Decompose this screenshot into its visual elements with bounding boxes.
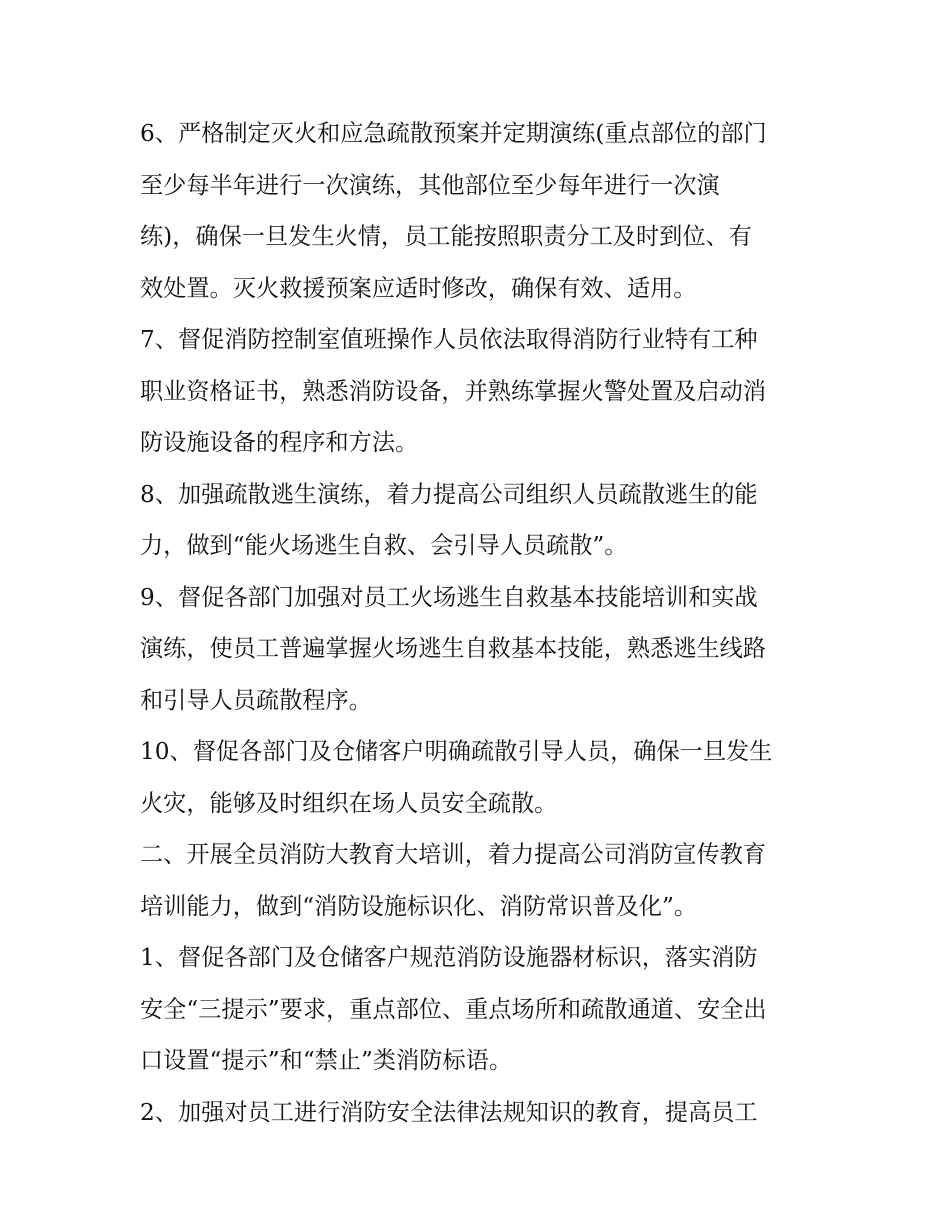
text-line: 职业资格证书，熟悉消防设备，并熟练掌握火警处置及启动消 [140,377,767,405]
text-line: 练)，确保一旦发生火情，员工能按照职责分工及时到位、有 [140,223,752,250]
text-line: 至少每半年进行一次演练，其他部位至少每年进行一次演 [140,171,720,199]
text-line: 力，做到“能火场逃生自救、会引导人员疏散”。 [140,532,628,559]
text-line: 二、开展全员消防大教育大培训，着力提高公司消防宣传教育 [140,841,767,868]
text-line: 9、督促各部门加强对员工火场逃生自救基本技能培训和实战 [140,583,758,611]
text-line: 培训能力，做到“消防设施标识化、消防常识普及化”。 [140,892,698,920]
text-line: 防设施设备的程序和方法。 [140,429,419,456]
text-line: 安全“三提示”要求，重点部位、重点场所和疏散通道、安全出 [140,995,767,1023]
text-line: 6、严格制定灭火和应急疏散预案并定期演练(重点部位的部门 [140,120,767,147]
text-line: 2、加强对员工进行消防安全法律法规知识的教育，提高员工 [140,1098,758,1126]
text-line: 10、督促各部门及仓储客户明确疏散引导人员，确保一旦发生 [140,738,773,765]
text-line: 口设置“提示”和“禁止”类消防标语。 [140,1047,513,1074]
text-line: 和引导人员疏散程序。 [140,686,372,714]
text-line: 1、督促各部门及仓储客户规范消防设施器材标识，落实消防 [140,944,758,971]
document-body [140,108,820,1138]
text-line: 8、加强疏散逃生演练，着力提高公司组织人员疏散逃生的能 [140,480,758,508]
text-line: 7、督促消防控制室值班操作人员依法取得消防行业特有工种 [140,326,758,353]
text-line: 火灾，能够及时组织在场人员安全疏散。 [140,789,558,817]
text-line: 效处置。灭火救援预案应适时修改，确保有效、适用。 [140,274,697,302]
text-line: 演练，使员工普遍掌握火场逃生自救基本技能，熟悉逃生线路 [140,635,767,662]
